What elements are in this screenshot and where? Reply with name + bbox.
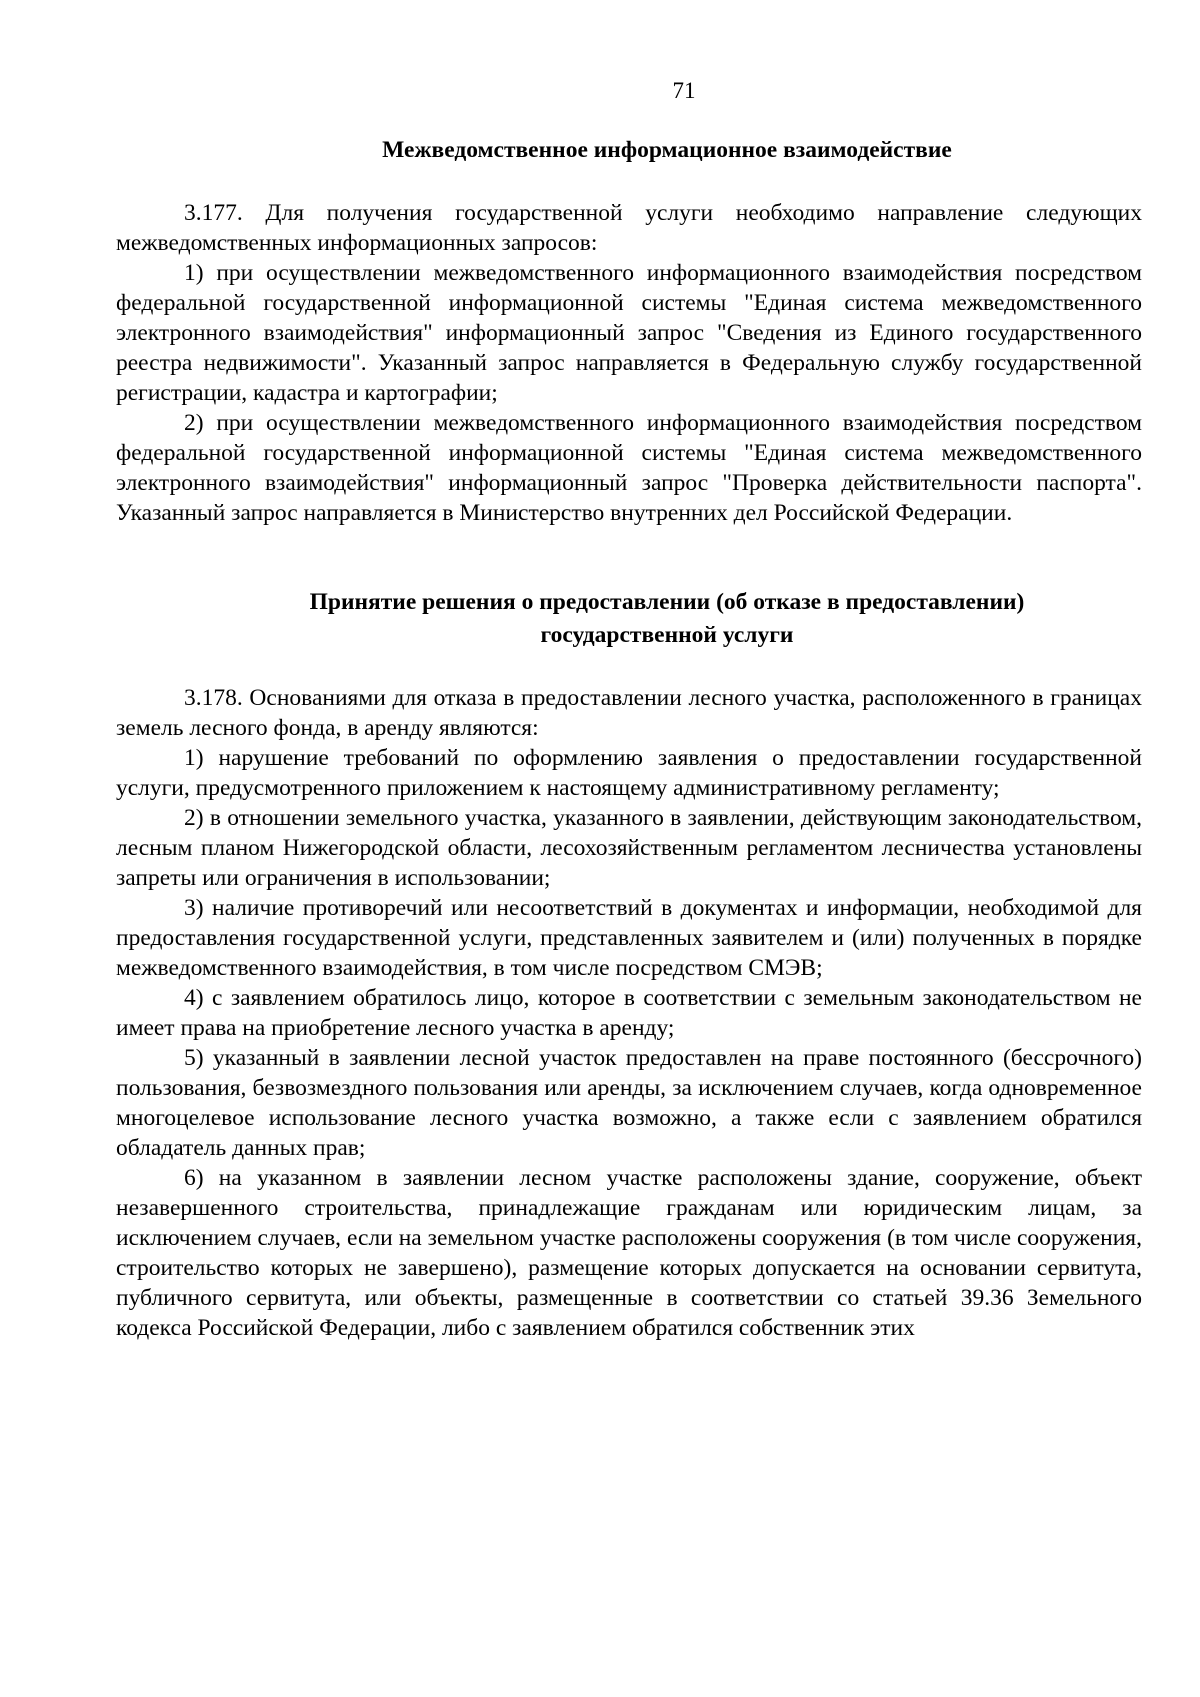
- paragraph: 3) наличие противоречий или несоответствий в документах и информации, необходимой для предоставления государственной услуги, представленных заявителем и (или) полученных в порядке межведомственного взаимодействия, в том числе посредством СМЭВ;: [116, 895, 1142, 981]
- section-heading-line: Принятие решения о предоставлении (об отказе в предоставлении): [309, 589, 1025, 615]
- section-decision: [116, 586, 1142, 1343]
- page-number: 71: [672, 78, 696, 103]
- section-heading: [116, 586, 1142, 652]
- paragraph: 3.177. Для получения государственной услуги необходимо направление следующих межведомственных информационных запросов:: [116, 200, 1142, 256]
- document-page: [116, 76, 1142, 1343]
- paragraph: 1) при осуществлении межведомственного информационного взаимодействия посредством федеральной государственной информационной системы "Единая система межведомственного электронного взаимодействия" информационный запрос "Сведения из Единого государственного реестра недвижимости". Указанный запрос направляется в Федеральную службу государственной регистрации, кадастра и картографии;: [116, 260, 1142, 406]
- paragraph: 3.178. Основаниями для отказа в предоставлении лесного участка, расположенного в границах земель лесного фонда, в аренду являются:: [116, 685, 1142, 741]
- section-interagency-interaction: [116, 134, 1142, 528]
- section-heading: Межведомственное информационное взаимодействие: [382, 137, 952, 163]
- section-heading-line: государственной услуги: [540, 622, 794, 648]
- paragraph: 6) на указанном в заявлении лесном участке расположены здание, сооружение, объект незавершенного строительства, принадлежащие гражданам или юридическим лицам, за исключением случаев, если на земельном участке расположены сооружения (в том числе сооружения, строительство которых не завершено), размещение которых допускается на основании сервитута, публичного сервитута, или объекты, размещенные в соответствии со статьей 39.36 Земельного кодекса Российской Федерации, либо с заявлением обратился собственник этих: [116, 1165, 1142, 1341]
- paragraph: 2) при осуществлении межведомственного информационного взаимодействия посредством федеральной государственной информационной системы "Единая система межведомственного электронного взаимодействия" информационный запрос "Проверка действительности паспорта". Указанный запрос направляется в Министерство внутренних дел Российской Федерации.: [116, 410, 1142, 526]
- paragraph: 1) нарушение требований по оформлению заявления о предоставлении государственной услуги, предусмотренного приложением к настоящему административному регламенту;: [116, 745, 1142, 801]
- paragraph: 5) указанный в заявлении лесной участок предоставлен на праве постоянного (бессрочного) пользования, безвозмездного пользования или аренды, за исключением случаев, когда одновременное многоцелевое использование лесного участка возможно, а также если с заявлением обратился обладатель данных прав;: [116, 1045, 1142, 1161]
- paragraph: 2) в отношении земельного участка, указанного в заявлении, действующим законодательством, лесным планом Нижегородской области, лесохозяйственным регламентом лесничества установлены запреты или ограничения в использовании;: [116, 805, 1142, 891]
- paragraph: 4) с заявлением обратилось лицо, которое в соответствии с земельным законодательством не имеет права на приобретение лесного участка в аренду;: [116, 985, 1142, 1041]
